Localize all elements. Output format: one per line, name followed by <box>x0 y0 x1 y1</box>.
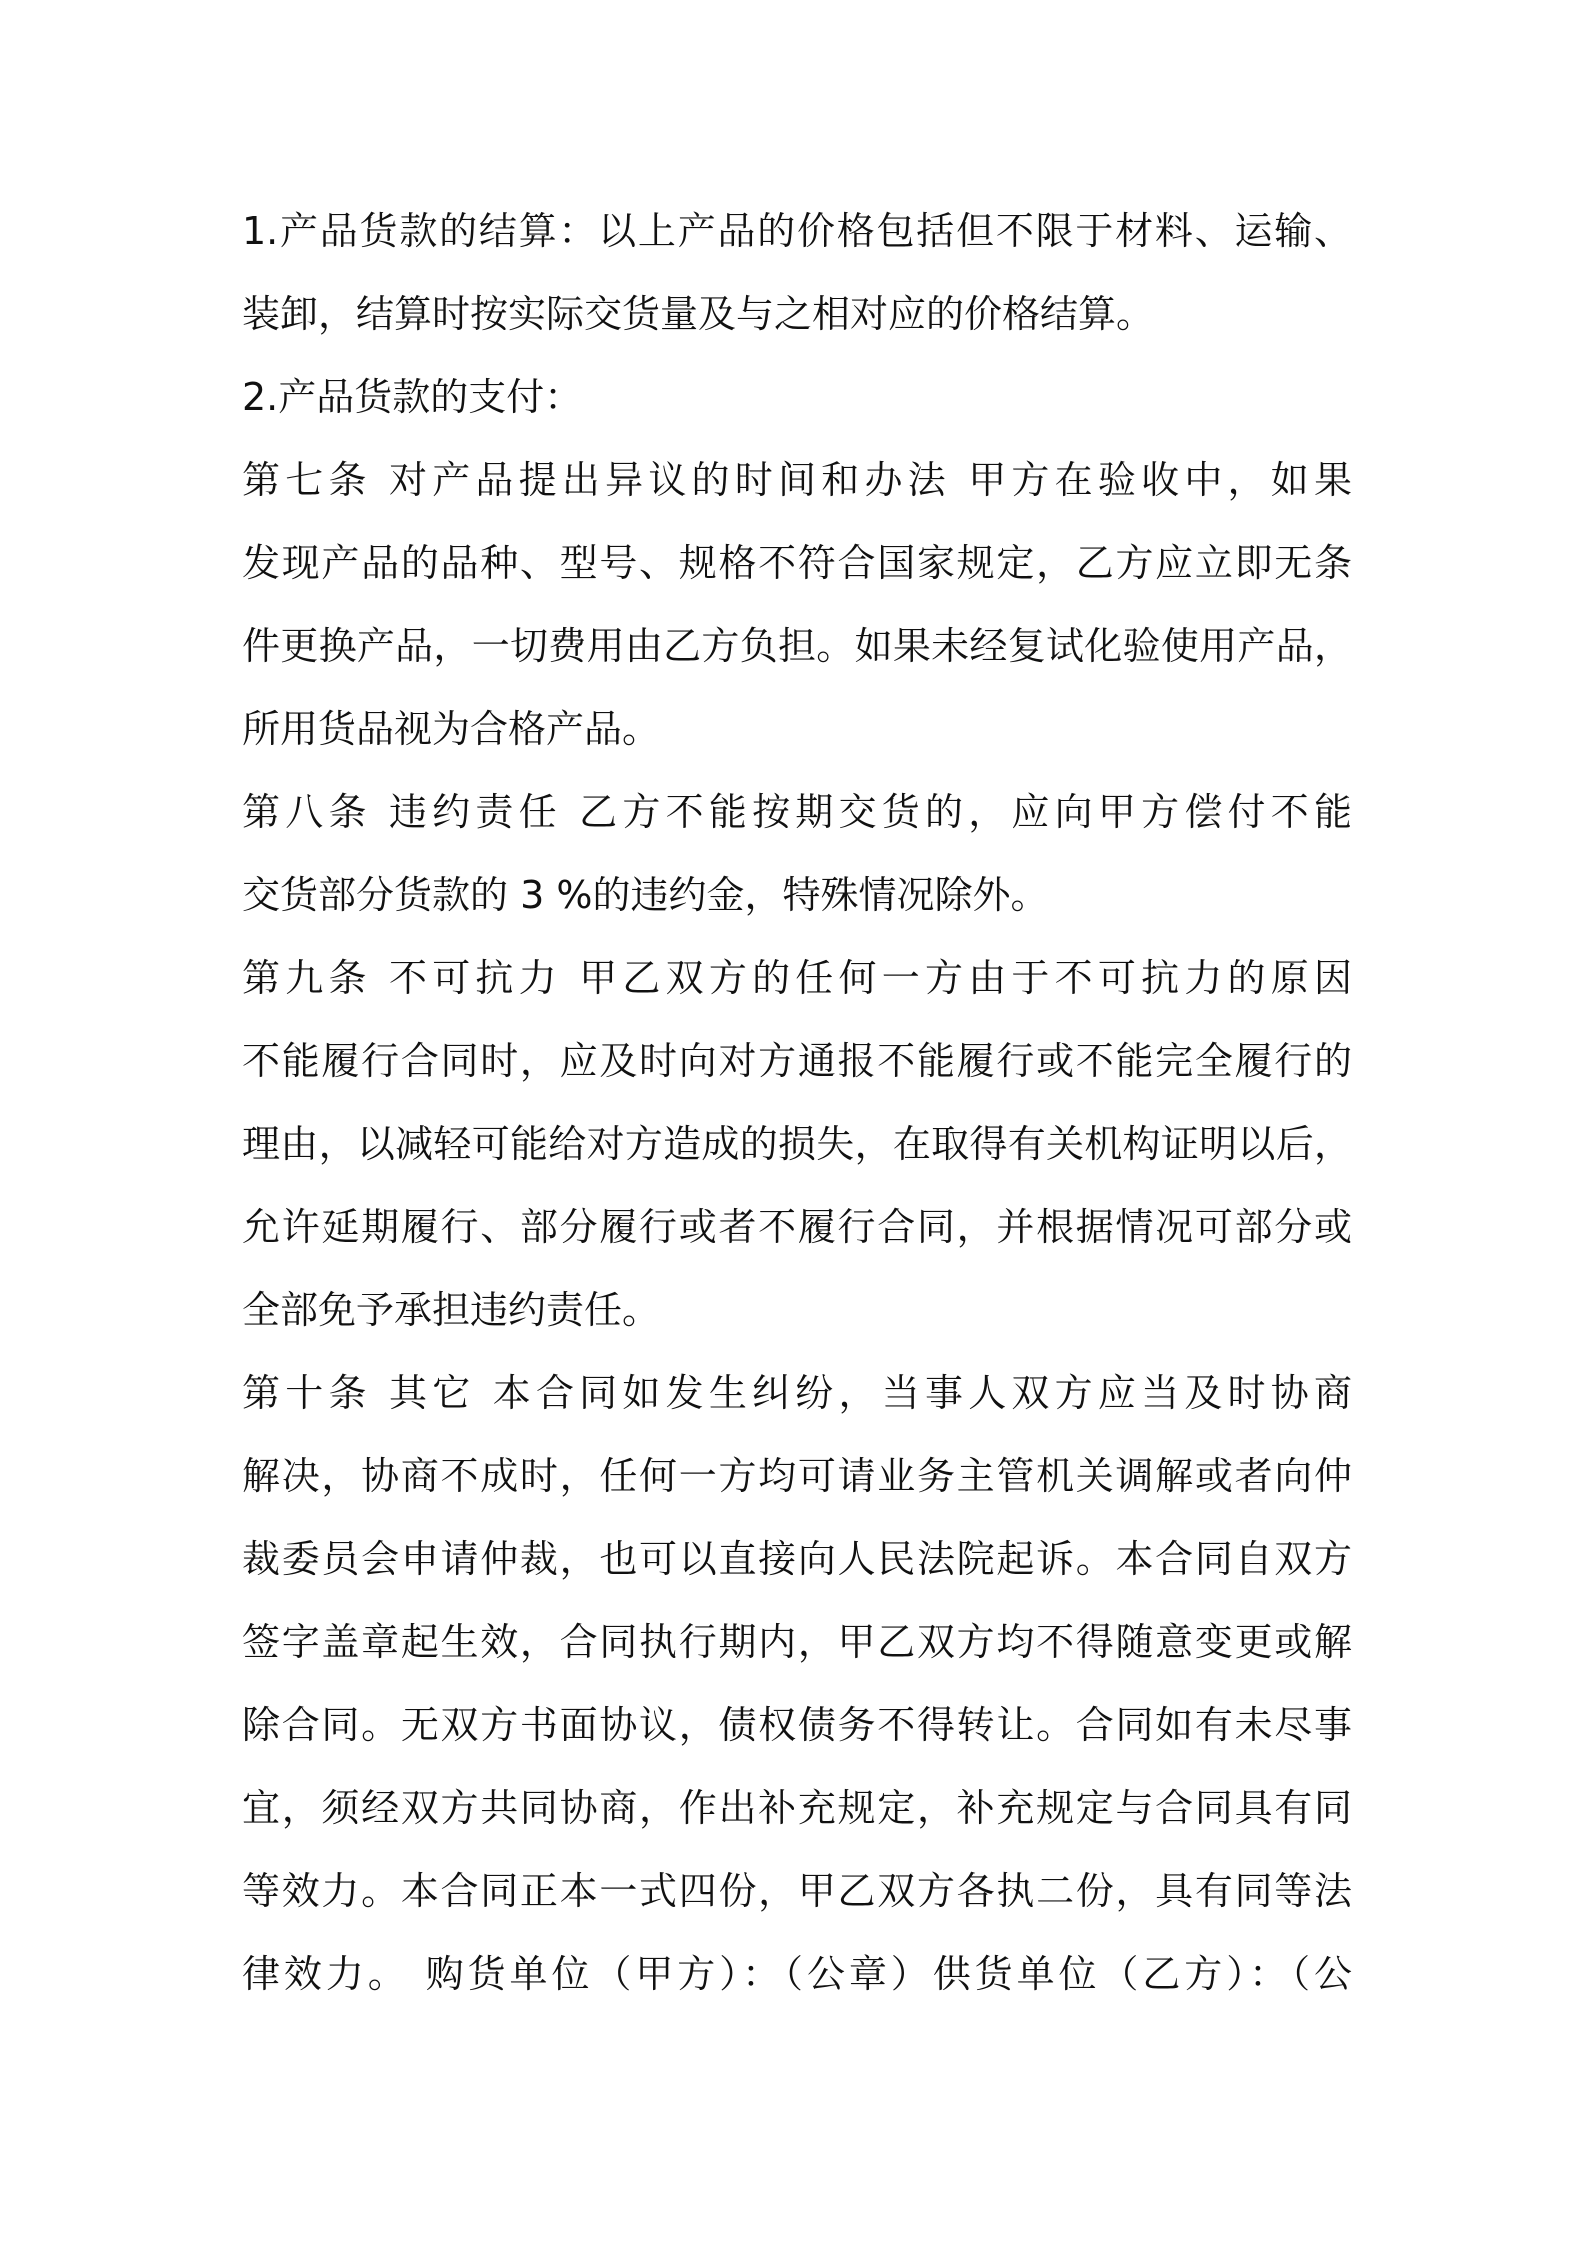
text-line: 允许延期履行、部分履行或者不履行合同，并根据情况可部分或 <box>242 1205 1352 1249</box>
text-line: 2.产品货款的支付： <box>242 375 583 419</box>
text-line: 第八条 违约责任 乙方不能按期交货的，应向甲方偿付不能 <box>242 790 1352 834</box>
text-line: 1.产品货款的结算：以上产品的价格包括但不限于材料、运输、 <box>242 209 1352 253</box>
text-line: 律效力。 购货单位（甲方）：（公章）供货单位（乙方）：（公 <box>242 1952 1352 1996</box>
text-line: 宜，须经双方共同协商，作出补充规定，补充规定与合同具有同 <box>242 1786 1352 1830</box>
text-line: 交货部分货款的 3 %的违约金，特殊情况除外。 <box>242 873 1049 917</box>
text-line: 除合同。无双方书面协议，债权债务不得转让。合同如有未尽事 <box>242 1703 1352 1747</box>
text-line: 不能履行合同时，应及时向对方通报不能履行或不能完全履行的 <box>242 1039 1352 1083</box>
text-line: 第十条 其它 本合同如发生纠纷，当事人双方应当及时协商 <box>242 1371 1352 1415</box>
text-line: 等效力。本合同正本一式四份，甲乙双方各执二份，具有同等法 <box>242 1869 1352 1913</box>
text-line: 装卸，结算时按实际交货量及与之相对应的价格结算。 <box>242 292 1155 336</box>
text-line: 第七条 对产品提出异议的时间和办法 甲方在验收中，如果 <box>242 458 1352 502</box>
text-line: 所用货品视为合格产品。 <box>242 707 661 751</box>
text-line: 裁委员会申请仲裁，也可以直接向人民法院起诉。本合同自双方 <box>242 1537 1352 1581</box>
text-line: 全部免予承担违约责任。 <box>242 1288 661 1332</box>
text-line: 签字盖章起生效，合同执行期内，甲乙双方均不得随意变更或解 <box>242 1620 1352 1664</box>
text-line: 第九条 不可抗力 甲乙双方的任何一方由于不可抗力的原因 <box>242 956 1352 1000</box>
text-line: 发现产品的品种、型号、规格不符合国家规定，乙方应立即无条 <box>242 541 1352 585</box>
text-line: 件更换产品，一切费用由乙方负担。如果未经复试化验使用产品， <box>242 624 1352 668</box>
text-line: 理由，以减轻可能给对方造成的损失，在取得有关机构证明以后， <box>242 1122 1352 1166</box>
text-line: 解决，协商不成时，任何一方均可请业务主管机关调解或者向仲 <box>242 1454 1352 1498</box>
